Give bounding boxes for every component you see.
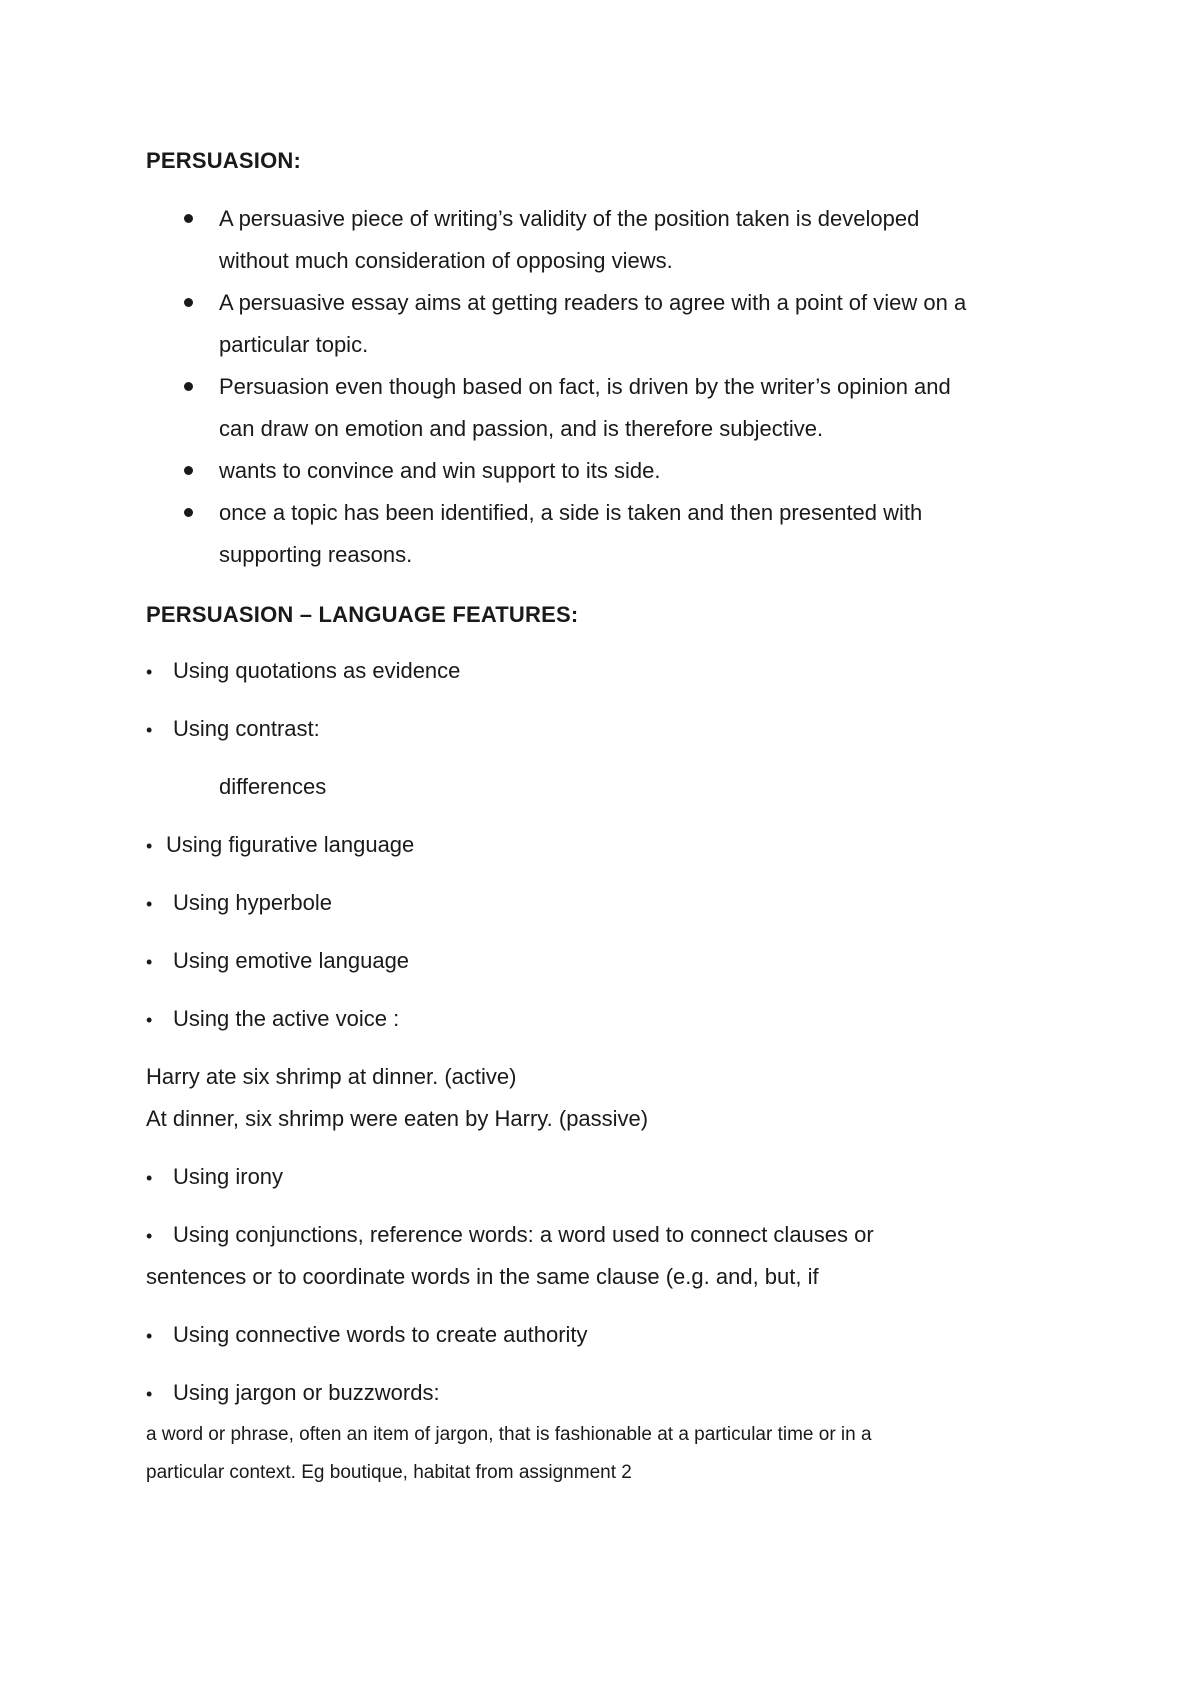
bullet-glyph: • [146,720,153,740]
list-item-line: can draw on emotion and passion, and is therefore subjective. [219,416,824,441]
list-item-line: Using hyperbole [173,890,332,915]
bullet-glyph: • [146,1384,153,1404]
list-item-line: Using contrast: [173,716,320,741]
bullet-dot [184,298,193,307]
bullet-glyph: • [146,1326,153,1346]
list-item-line: Using conjunctions, reference words: a word used to connect clauses or [173,1222,874,1247]
list-item-line: Using irony [173,1164,284,1189]
list-item-line: sentences or to coordinate words in the same clause (e.g. and, but, if [146,1264,819,1289]
example-sentence-active: Harry ate six shrimp at dinner. (active) [146,1064,517,1089]
list-item-line: Using the active voice : [173,1006,400,1031]
bullet-glyph: • [146,1226,153,1246]
list-item-line: Using figurative language [166,832,415,857]
list-item-line: Using quotations as evidence [173,658,461,683]
bullet-dot [184,382,193,391]
list-item-line: Using jargon or buzzwords: [173,1380,440,1405]
bullet-glyph: • [146,662,153,682]
list-item-line: supporting reasons. [219,542,413,567]
bullet-dot [184,466,193,475]
list-item-line: Persuasion even though based on fact, is driven by the writer’s opinion and [219,374,951,399]
bullet-glyph: • [146,952,153,972]
list-item-line: without much consideration of opposing views. [219,248,673,273]
list-item-line: A persuasive essay aims at getting readers to agree with a point of view on a [219,290,967,315]
bullet-dot [184,214,193,223]
list-item-line: A persuasive piece of writing’s validity of the position taken is developed [219,206,920,231]
section-heading-persuasion: PERSUASION: [146,148,301,173]
list-item-line: differences [219,774,327,799]
bullet-glyph: • [146,836,153,856]
bullet-glyph: • [146,1168,153,1188]
list-item-line: Using emotive language [173,948,410,973]
list-item-line: particular topic. [219,332,369,357]
bullet-dot [184,508,193,517]
list-item-line: wants to convince and win support to its side. [219,458,661,483]
bullet-glyph: • [146,894,153,914]
definition-text: particular context. Eg boutique, habitat from assignment 2 [146,1462,632,1483]
bullet-glyph: • [146,1010,153,1030]
list-item-line: Using connective words to create authority [173,1322,588,1347]
example-sentence-passive: At dinner, six shrimp were eaten by Harry. (passive) [146,1106,649,1131]
section-heading-language-features: PERSUASION – LANGUAGE FEATURES: [146,602,579,627]
list-item-line: once a topic has been identified, a side is taken and then presented with [219,500,923,525]
definition-text: a word or phrase, often an item of jargon, that is fashionable at a particular time or in a [146,1424,872,1445]
